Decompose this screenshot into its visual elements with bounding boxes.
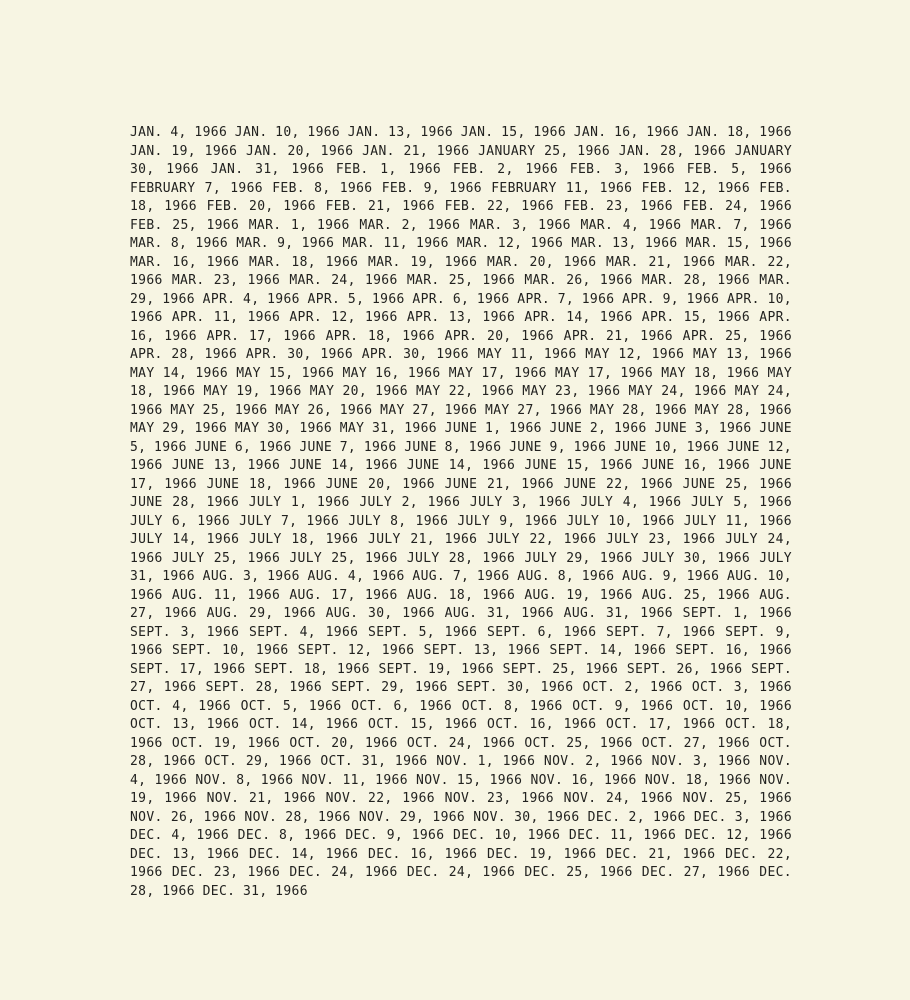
date-list-text: JAN. 4, 1966 JAN. 10, 1966 JAN. 13, 1966 JAN. 15, 1966 JAN. 16, 1966 JAN. 18, 1966 JAN. 19, 1966 JAN. 20, 1966 JAN. 21, 1966 JANUARY 25, 1966 JAN. 28, 1966 JANUARY 30, 1966 JAN. 31, 1966 FEB. 1, 1966 FEB. 2, 1966 FEB. 3, 1966 FEB. 5, 1966 FEBRUARY 7, 1966 FEB. 8, 1966 FEB. 9, 1966 FEBRUARY 11, 1966 FEB. 12, 1966 FEB. 18, 1966 FEB. 20, 1966 FEB. 21, 1966 FEB. 22, 1966 FEB. 23, 1966 FEB. 24, 1966 FEB. 25, 1966 MAR. 1, 1966 MAR. 2, 1966 MAR. 3, 1966 MAR. 4, 1966 MAR. 7, 1966 MAR. 8, 1966 MAR. 9, 1966 MAR. 11, 1966 MAR. 12, 1966 MAR. 13, 1966 MAR. 15, 1966 MAR. 16, 1966 MAR. 18, 1966 MAR. 19, 1966 MAR. 20, 1966 MAR. 21, 1966 MAR. 22, 1966 MAR. 23, 1966 MAR. 24, 1966 MAR. 25, 1966 MAR. 26, 1966 MAR. 28, 1966 MAR. 29, 1966 APR. 4, 1966 APR. 5, 1966 APR. 6, 1966 APR. 7, 1966 APR. 9, 1966 APR. 10, 1966 APR. 11, 1966 APR. 12, 1966 APR. 13, 1966 APR. 14, 1966 APR. 15, 1966 APR. 16, 1966 APR. 17, 1966 APR. 18, 1966 APR. 20, 1966 APR. 21, 1966 APR. 25, 1966 APR. 28, 1966 APR. 30, 1966 APR. 30, 1966 MAY 11, 1966 MAY 12, 1966 MAY 13, 1966 MAY 14, 1966 MAY 15, 1966 MAY 16, 1966 MAY 17, 1966 MAY 17, 1966 MAY 18, 1966 MAY 18, 1966 MAY 19, 1966 MAY 20, 1966 MAY 22, 1966 MAY 23, 1966 MAY 24, 1966 MAY 24, 1966 MAY 25, 1966 MAY 26, 1966 MAY 27, 1966 MAY 27, 1966 MAY 28, 1966 MAY 28, 1966 MAY 29, 1966 MAY 30, 1966 MAY 31, 1966 JUNE 1, 1966 JUNE 2, 1966 JUNE 3, 1966 JUNE 5, 1966 JUNE 6, 1966 JUNE 7, 1966 JUNE 8, 1966 JUNE 9, 1966 JUNE 10, 1966 JUNE 12, 1966 JUNE 13, 1966 JUNE 14, 1966 JUNE 14, 1966 JUNE 15, 1966 JUNE 16, 1966 JUNE 17, 1966 JUNE 18, 1966 JUNE 20, 1966 JUNE 21, 1966 JUNE 22, 1966 JUNE 25, 1966 JUNE 28, 1966 JULY 1, 1966 JULY 2, 1966 JULY 3, 1966 JULY 4, 1966 JULY 5, 1966 JULY 6, 1966 JULY 7, 1966 JULY 8, 1966 JULY 9, 1966 JULY 10, 1966 JULY 11, 1966 JULY 14, 1966 JULY 18, 1966 JULY 21, 1966 JULY 22, 1966 JULY 23, 1966 JULY 24, 1966 JULY 25, 1966 JULY 25, 1966 JULY 28, 1966 JULY 29, 1966 JULY 30, 1966 JULY 31, 1966 AUG. 3, 1966 AUG. 4, 1966 AUG. 7, 1966 AUG. 8, 1966 AUG. 9, 1966 AUG. 10, 1966 AUG. 11, 1966 AUG. 17, 1966 AUG. 18, 1966 AUG. 19, 1966 AUG. 25, 1966 AUG. 27, 1966 AUG. 29, 1966 AUG. 30, 1966 AUG. 31, 1966 AUG. 31, 1966 SEPT. 1, 1966 SEPT. 3, 1966 SEPT. 4, 1966 SEPT. 5, 1966 SEPT. 6, 1966 SEPT. 7, 1966 SEPT. 9, 1966 SEPT. 10, 1966 SEPT. 12, 1966 SEPT. 13, 1966 SEPT. 14, 1966 SEPT. 16, 1966 SEPT. 17, 1966 SEPT. 18, 1966 SEPT. 19, 1966 SEPT. 25, 1966 SEPT. 26, 1966 SEPT. 27, 1966 SEPT. 28, 1966 SEPT. 29, 1966 SEPT. 30, 1966 OCT. 2, 1966 OCT. 3, 1966 OCT. 4, 1966 OCT. 5, 1966 OCT. 6, 1966 OCT. 8, 1966 OCT. 9, 1966 OCT. 10, 1966 OCT. 13, 1966 OCT. 14, 1966 OCT. 15, 1966 OCT. 16, 1966 OCT. 17, 1966 OCT. 18, 1966 OCT. 19, 1966 OCT. 20, 1966 OCT. 24, 1966 OCT. 25, 1966 OCT. 27, 1966 OCT. 28, 1966 OCT. 29, 1966 OCT. 31, 1966 NOV. 1, 1966 NOV. 2, 1966 NOV. 3, 1966 NOV. 4, 1966 NOV. 8, 1966 NOV. 11, 1966 NOV. 15, 1966 NOV. 16, 1966 NOV. 18, 1966 NOV. 19, 1966 NOV. 21, 1966 NOV. 22, 1966 NOV. 23, 1966 NOV. 24, 1966 NOV. 25, 1966 NOV. 26, 1966 NOV. 28, 1966 NOV. 29, 1966 NOV. 30, 1966 DEC. 2, 1966 DEC. 3, 1966 DEC. 4, 1966 DEC. 8, 1966 DEC. 9, 1966 DEC. 10, 1966 DEC. 11, 1966 DEC. 12, 1966 DEC. 13, 1966 DEC. 14, 1966 DEC. 16, 1966 DEC. 19, 1966 DEC. 21, 1966 DEC. 22, 1966 DEC. 23, 1966 DEC. 24, 1966 DEC. 24, 1966 DEC. 25, 1966 DEC. 27, 1966 DEC. 28, 1966 DEC. 31, 1966: [130, 125, 792, 899]
